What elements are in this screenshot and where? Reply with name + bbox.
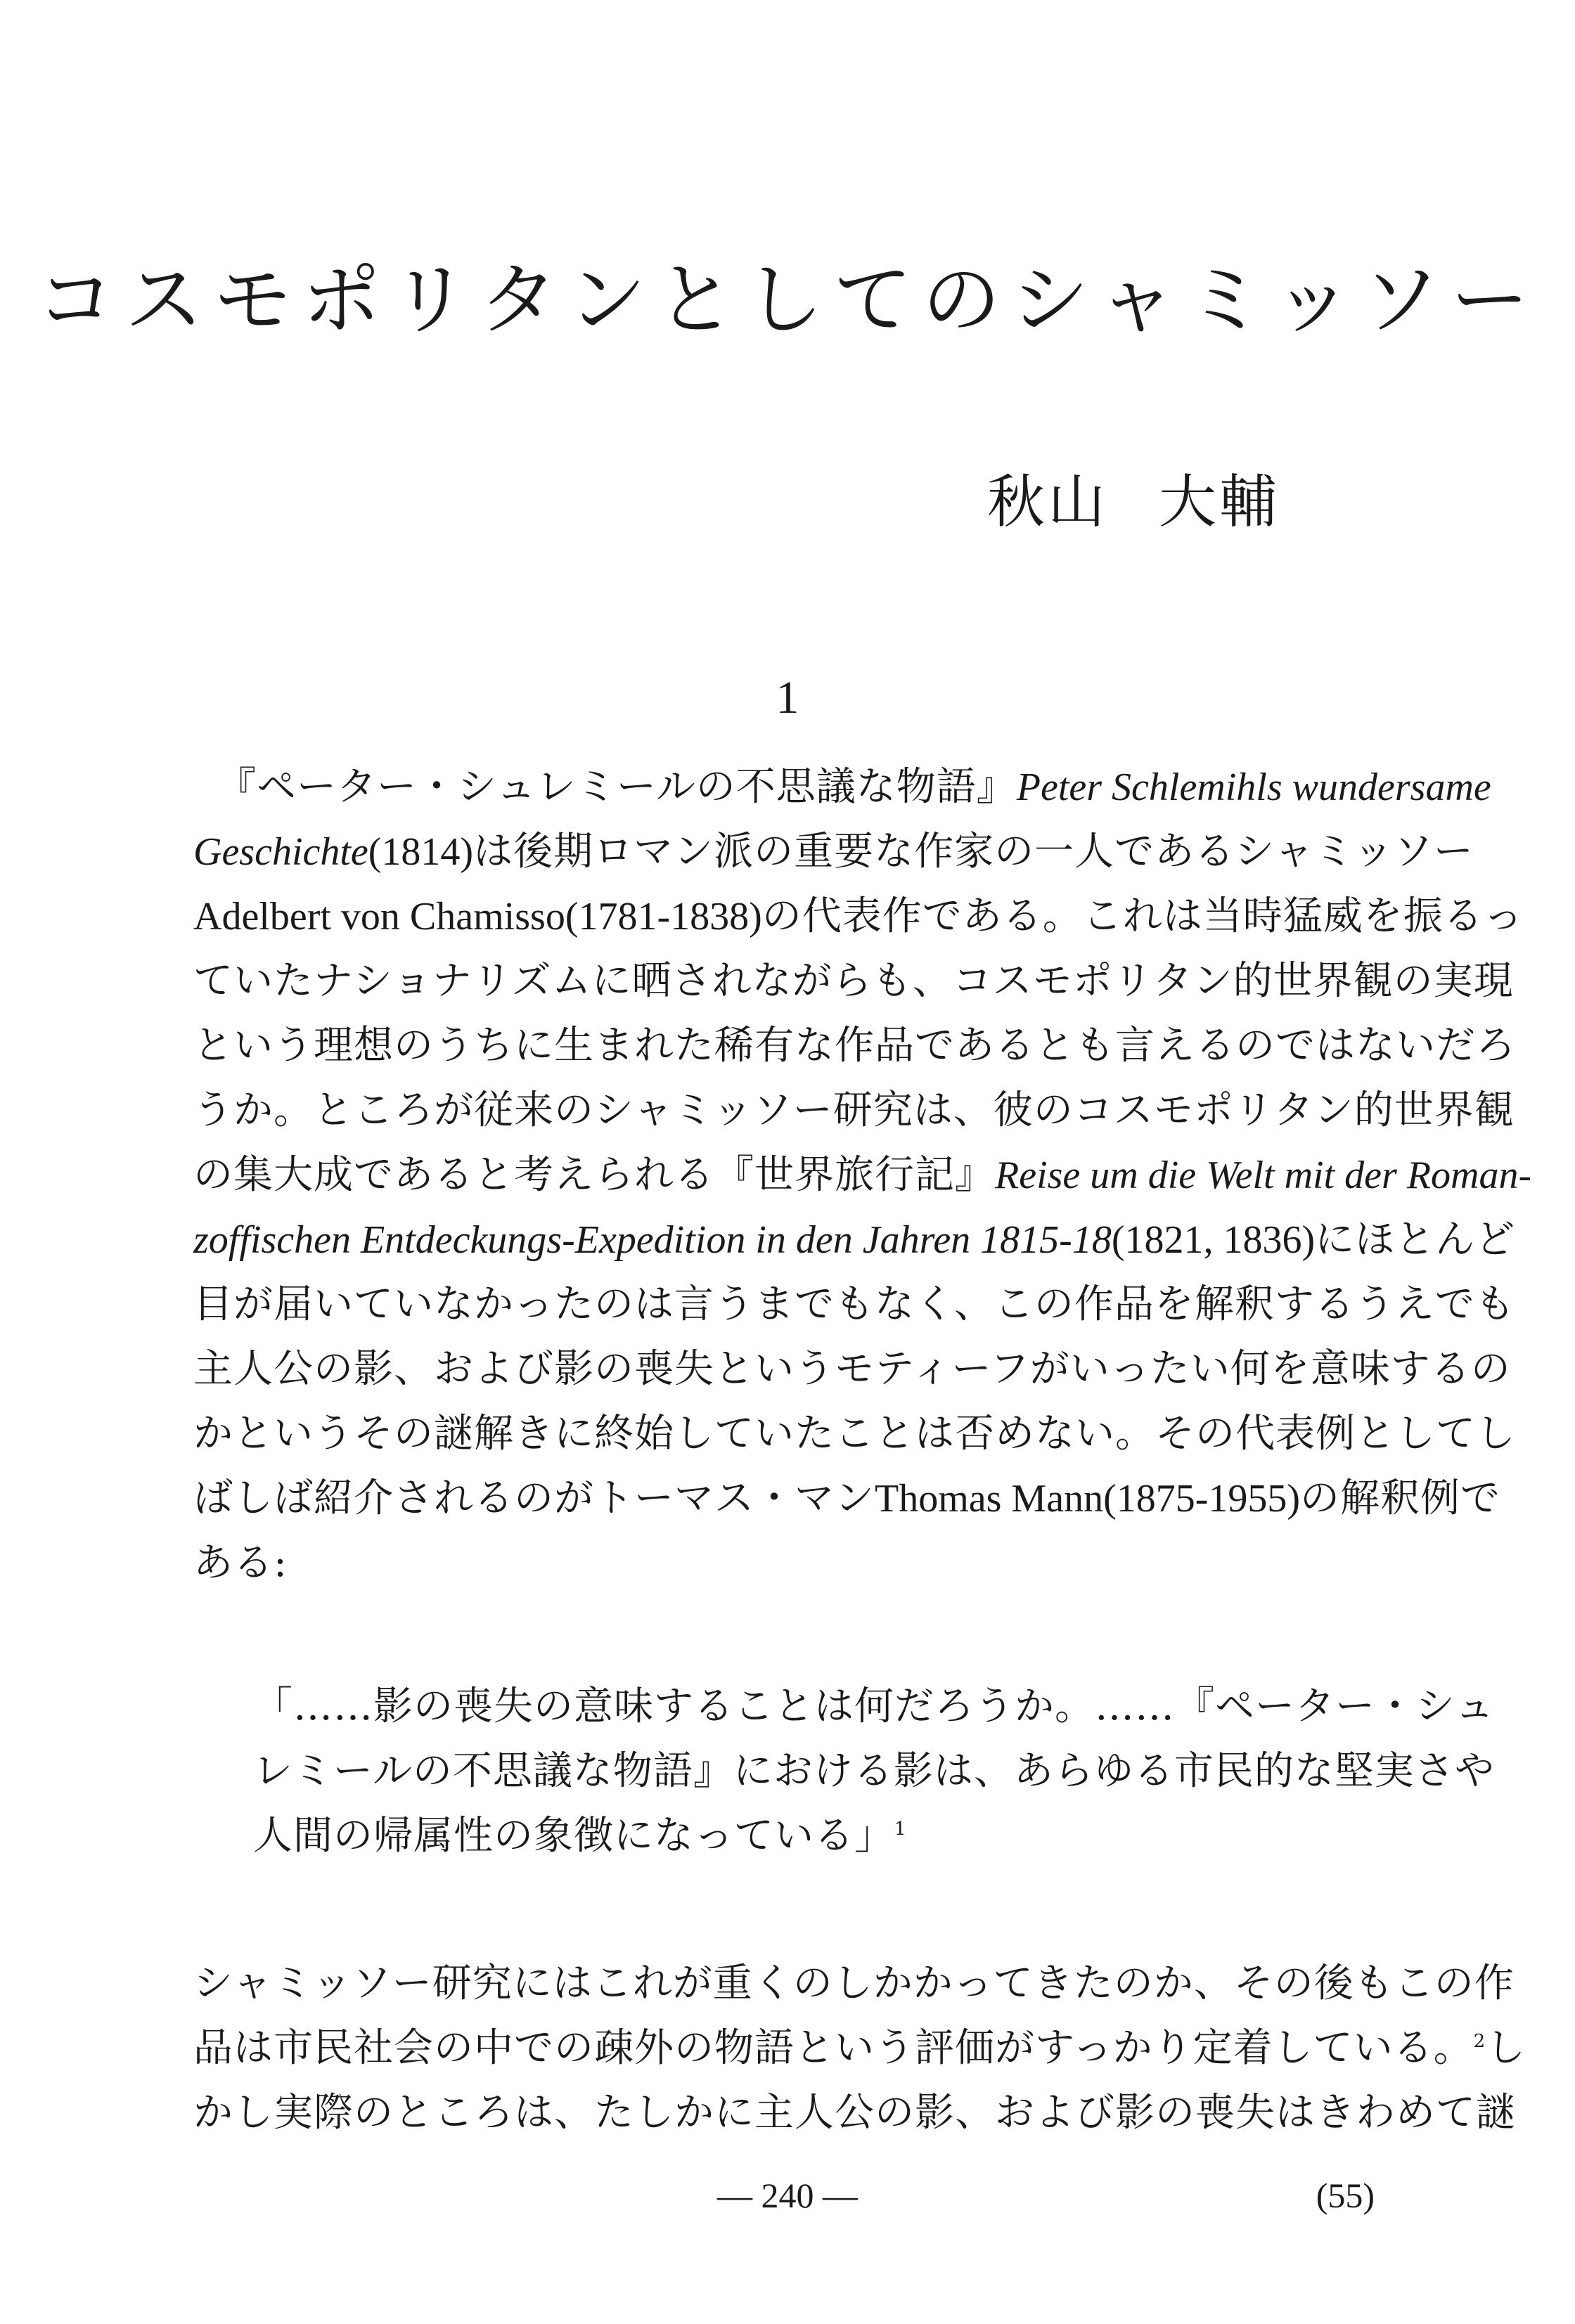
body-line	[193, 1147, 1532, 1203]
text-span: Adelbert von Chamisso(1781-1838)	[193, 895, 762, 938]
body-line: 主人公の影、および影の喪失というモティーフがいったい何を意味するの	[193, 1346, 1511, 1392]
text-span: の代表作である。これは当時猛威を振るっ	[761, 893, 1524, 939]
text-span: 人間の帰属性の象徴になっている」	[253, 1813, 894, 1859]
footnote-marker: 2	[1473, 2031, 1486, 2052]
author-family-name: 秋山	[986, 469, 1108, 536]
body-line: ある:	[193, 1540, 288, 1586]
text-span: の解釈例で	[1300, 1476, 1501, 1521]
text-span: ばしば紹介されるのがトーマス・マン	[193, 1476, 875, 1521]
page-number-alt: (55)	[1316, 2176, 1375, 2215]
body-line	[193, 824, 1474, 880]
body-line	[193, 1212, 1516, 1268]
text-span: 品は市民社会の中での疎外の物語という評価がすっかり定着している。	[193, 2025, 1474, 2071]
text-span: 『ペーター・シュレミールの不思議な物語』	[217, 764, 1017, 810]
italic-title: Reise um die Welt mit der Roman-	[995, 1154, 1532, 1197]
text-span: Thomas Mann(1875-1955)	[875, 1477, 1301, 1521]
text-span: (1814)	[368, 830, 474, 874]
italic-title: Peter Schlemihls wundersame	[1016, 766, 1491, 809]
body-line	[193, 2020, 1526, 2077]
body-line	[217, 759, 1491, 815]
text-span: し	[1486, 2025, 1526, 2071]
text-span: にほとんど	[1315, 1217, 1516, 1263]
quote-line	[253, 1808, 1389, 1864]
body-line: うか。ところが従来のシャミッソー研究は、彼のコスモポリタン的世界観	[193, 1087, 1515, 1133]
quote-line: 「……影の喪失の意味することは何だろうか。……『ペーター・シュ	[253, 1684, 1495, 1729]
text-span: の集大成であると考えられる『世界旅行記』	[193, 1152, 995, 1198]
body-line	[193, 1471, 1501, 1527]
italic-title: zoffischen Entdeckungs-Expedition in den Jahren 1815-18	[193, 1218, 1112, 1262]
article-title: コスモポリタンとしてのシャミッソー	[36, 254, 1539, 346]
body-line: かというその謎解きに終始していたことは否めない。その代表例としてし	[193, 1411, 1516, 1457]
body-line: 目が届いていなかったのは言うまでもなく、この作品を解釈するうえでも	[193, 1282, 1515, 1327]
italic-title: Geschichte	[193, 830, 368, 874]
author-name	[970, 464, 1280, 541]
body-line: という理想のうちに生まれた稀有な作品であるとも言えるのではないだろ	[193, 1023, 1516, 1069]
page-number: — 240 —	[717, 2176, 858, 2215]
section-heading: 1	[776, 672, 799, 723]
text-span: (1821, 1836)	[1111, 1218, 1316, 1262]
body-line: かし実際のところは、たしかに主人公の影、および影の喪失はきわめて謎	[193, 2090, 1516, 2136]
author-given-name: 大輔	[1158, 469, 1280, 536]
body-line: シャミッソー研究にはこれが重くのしかかってきたのか、その後もこの作	[193, 1961, 1515, 2006]
quote-line: レミールの不思議な物語』における影は、あらゆる市民的な堅実さや	[253, 1748, 1495, 1794]
text-span: は後期ロマン派の重要な作家の一人であるシャミッソー	[473, 829, 1474, 874]
body-line	[193, 889, 1524, 945]
footnote-marker: 1	[894, 1819, 907, 1840]
body-line: ていたナショナリズムに晒されながらも、コスモポリタン的世界観の実現	[193, 958, 1514, 1004]
